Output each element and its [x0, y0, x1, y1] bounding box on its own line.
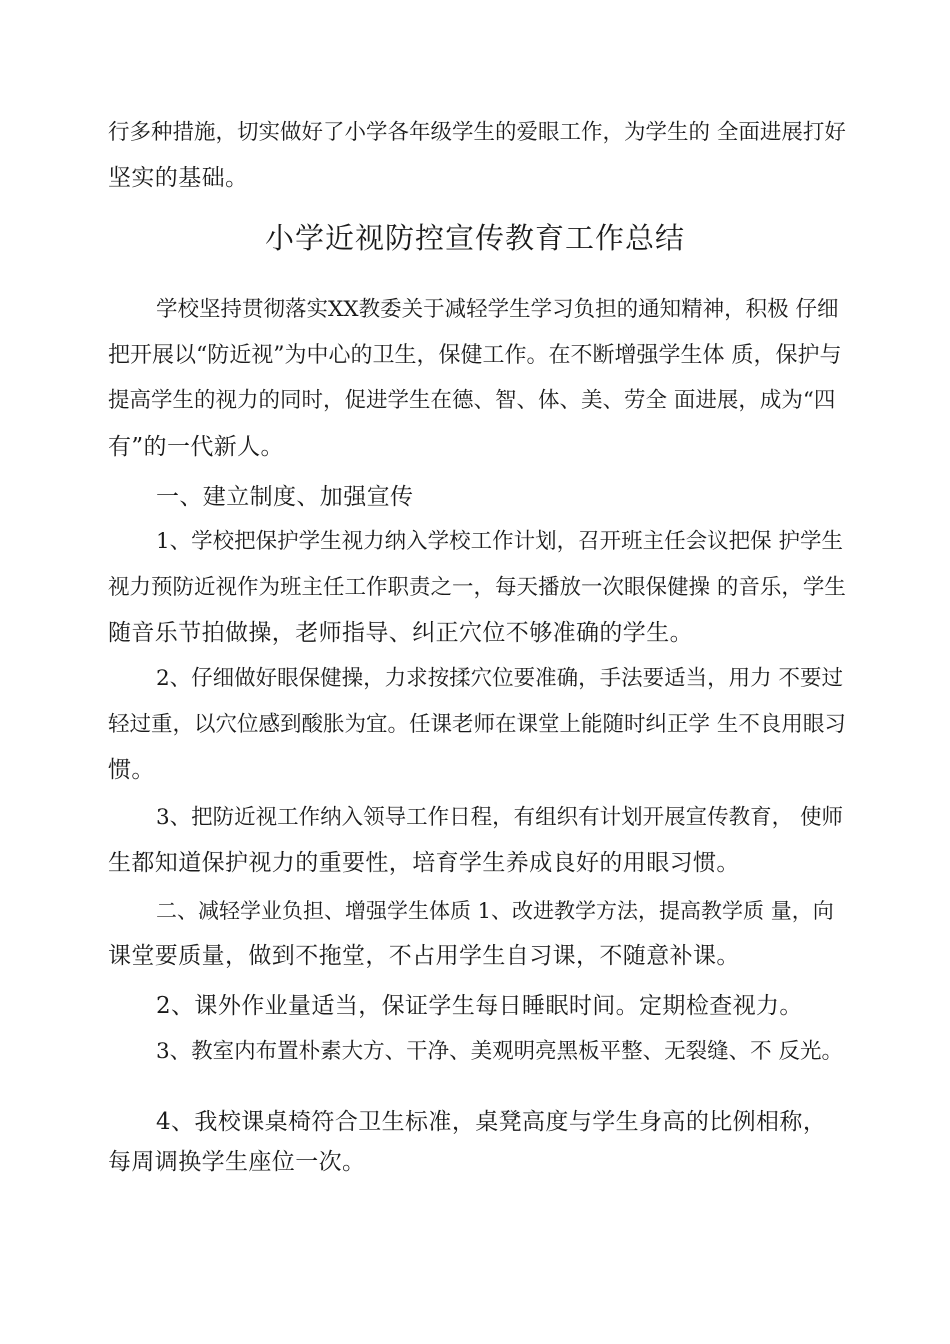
paragraph-line: 把开展以“防近视”为中心的卫生，保健工作。在不断增强学生体 质，保护与 — [108, 343, 842, 368]
paragraph-line: 4、我校课桌椅符合卫生标准，桌凳高度与学生身高的比例相称， — [156, 1109, 827, 1135]
document-title: 小学近视防控宣传教育工作总结 — [264, 221, 685, 255]
paragraph-line: 每周调换学生座位一次。 — [108, 1149, 366, 1175]
paragraph-line: 学校坚持贯彻落实XX教委关于减轻学生学习负担的通知精神，积极 仔细 — [156, 297, 839, 322]
section-heading: 二、减轻学业负担、增强学生体质 1、改进教学方法，提高教学质 量，向 — [156, 899, 834, 923]
paragraph-line: 2、仔细做好眼保健操，力求按揉穴位要准确，手法要适当，用力 不要过 — [156, 666, 844, 691]
paragraph-line: 惯。 — [108, 757, 155, 783]
paragraph-line: 课堂要质量，做到不拖堂，不占用学生自习课，不随意补课。 — [108, 943, 740, 969]
paragraph-line: 提高学生的视力的同时，促进学生在德、智、体、美、劳全 面进展，成为“四 — [108, 388, 836, 413]
paragraph-line: 1、学校把保护学生视力纳入学校工作计划，召开班主任会议把保 护学生 — [156, 529, 844, 554]
section-heading: 一、建立制度、加强宣传 — [156, 484, 414, 510]
text-line: 坚实的基础。 — [108, 165, 249, 191]
paragraph-line: 生都知道保护视力的重要性，培育学生养成良好的用眼习惯。 — [108, 850, 740, 876]
paragraph-line: 2、课外作业量适当，保证学生每日睡眠时间。定期检查视力。 — [156, 993, 803, 1019]
paragraph-line: 轻过重，以穴位感到酸胀为宜。任课老师在课堂上能随时纠正学 生不良用眼习 — [108, 712, 846, 737]
paragraph-line: 3、把防近视工作纳入领导工作日程，有组织有计划开展宣传教育， 使师 — [156, 805, 844, 830]
text-line: 行多种措施，切实做好了小学各年级学生的爱眼工作，为学生的 全面进展打好 — [108, 120, 846, 145]
paragraph-line: 视力预防近视作为班主任工作职责之一，每天播放一次眼保健操 的音乐，学生 — [108, 575, 846, 600]
paragraph-line: 3、教室内布置朴素大方、干净、美观明亮黑板平整、无裂缝、不 反光。 — [156, 1039, 844, 1064]
paragraph-line: 有”的一代新人。 — [108, 434, 284, 460]
paragraph-line: 随音乐节拍做操，老师指导、纠正穴位不够准确的学生。 — [108, 620, 693, 646]
